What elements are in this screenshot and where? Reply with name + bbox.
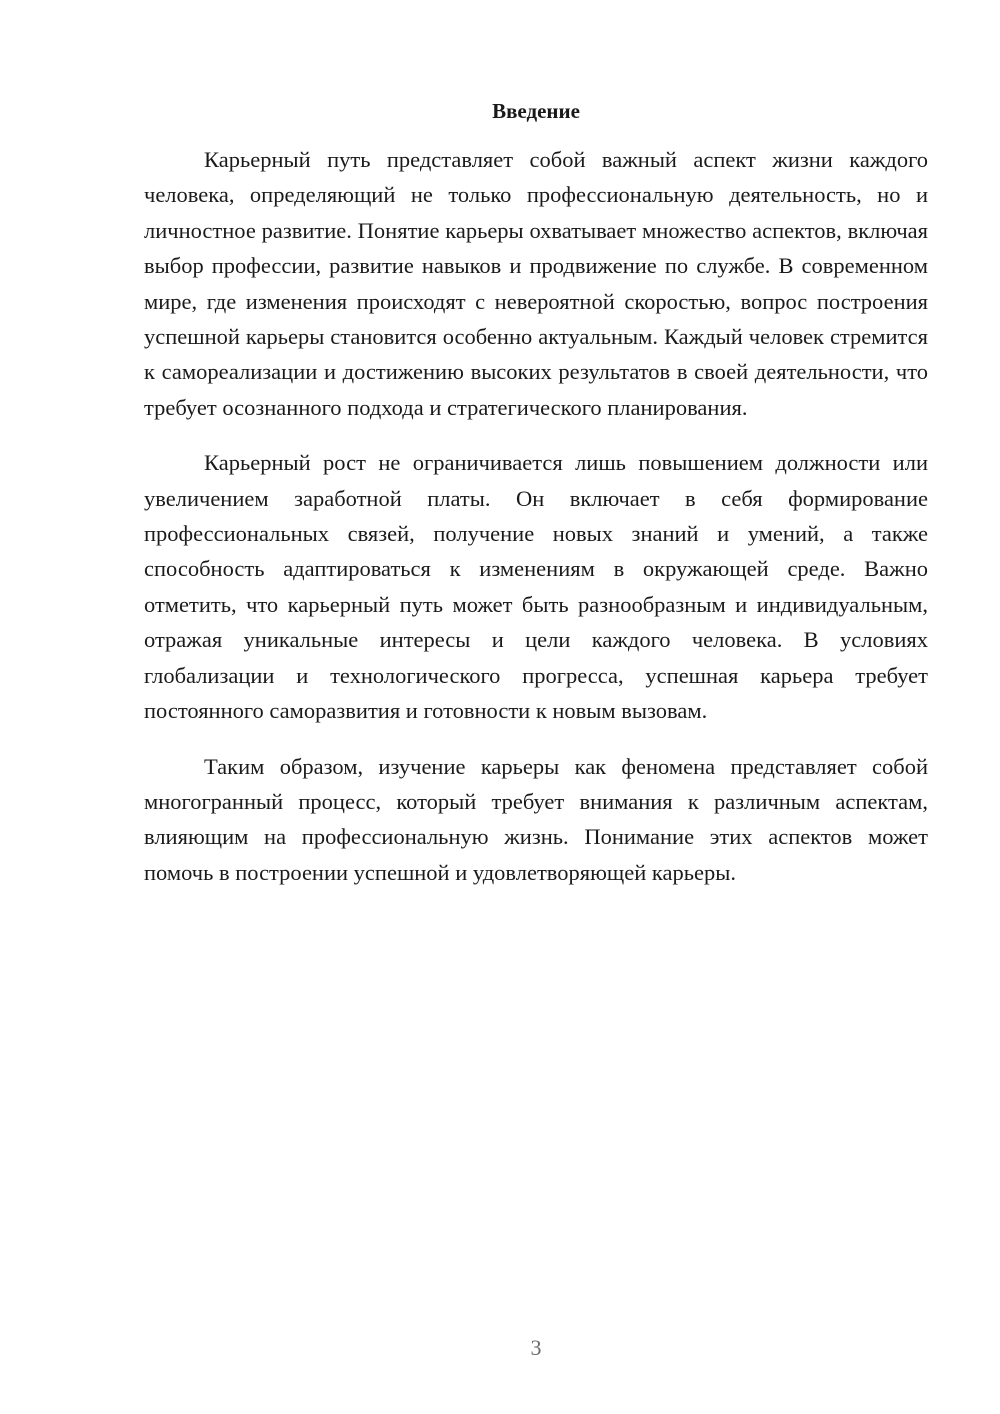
paragraph-3: Таким образом, изучение карьеры как феномена представляет собой многогранный процесс, который требует внимания к различным аспектам, влияющим на профессиональную жизнь. Понимание этих аспектов может помочь в построении успешной и удовлетворяющей карьеры. bbox=[144, 753, 928, 885]
paragraph-2: Карьерный рост не ограничивается лишь повышением должности или увеличением заработной платы. Он включает в себя формирование профессиональных связей, получение новых знаний и умений, а также способность адаптироваться к изменениям в окружающей среде. Важно отметить, что карьерный путь может быть разнообразным и индивидуальным, отражая уникальные интересы и цели каждого человека. В условиях глобализации и технологического прогресса, успешная карьера требует постоянного саморазвития и готовности к новым вызовам. bbox=[144, 450, 928, 724]
section-heading: Введение bbox=[492, 99, 580, 123]
body-text bbox=[144, 142, 928, 910]
paragraph-1: Карьерный путь представляет собой важный аспект жизни каждого человека, определяющий не только профессиональную деятельность, но и личностное развитие. Понятие карьеры охватывает множество аспектов, включая выбор профессии, развитие навыков и продвижение по службе. В современном мире, где изменения происходят с невероятной скоростью, вопрос построения успешной карьеры становится особенно актуальным. Каждый человек стремится к самореализации и достижению высоких результатов в своей деятельности, что требует осознанного подхода и стратегического планирования. bbox=[144, 147, 928, 420]
page-number: 3 bbox=[530, 1335, 542, 1360]
